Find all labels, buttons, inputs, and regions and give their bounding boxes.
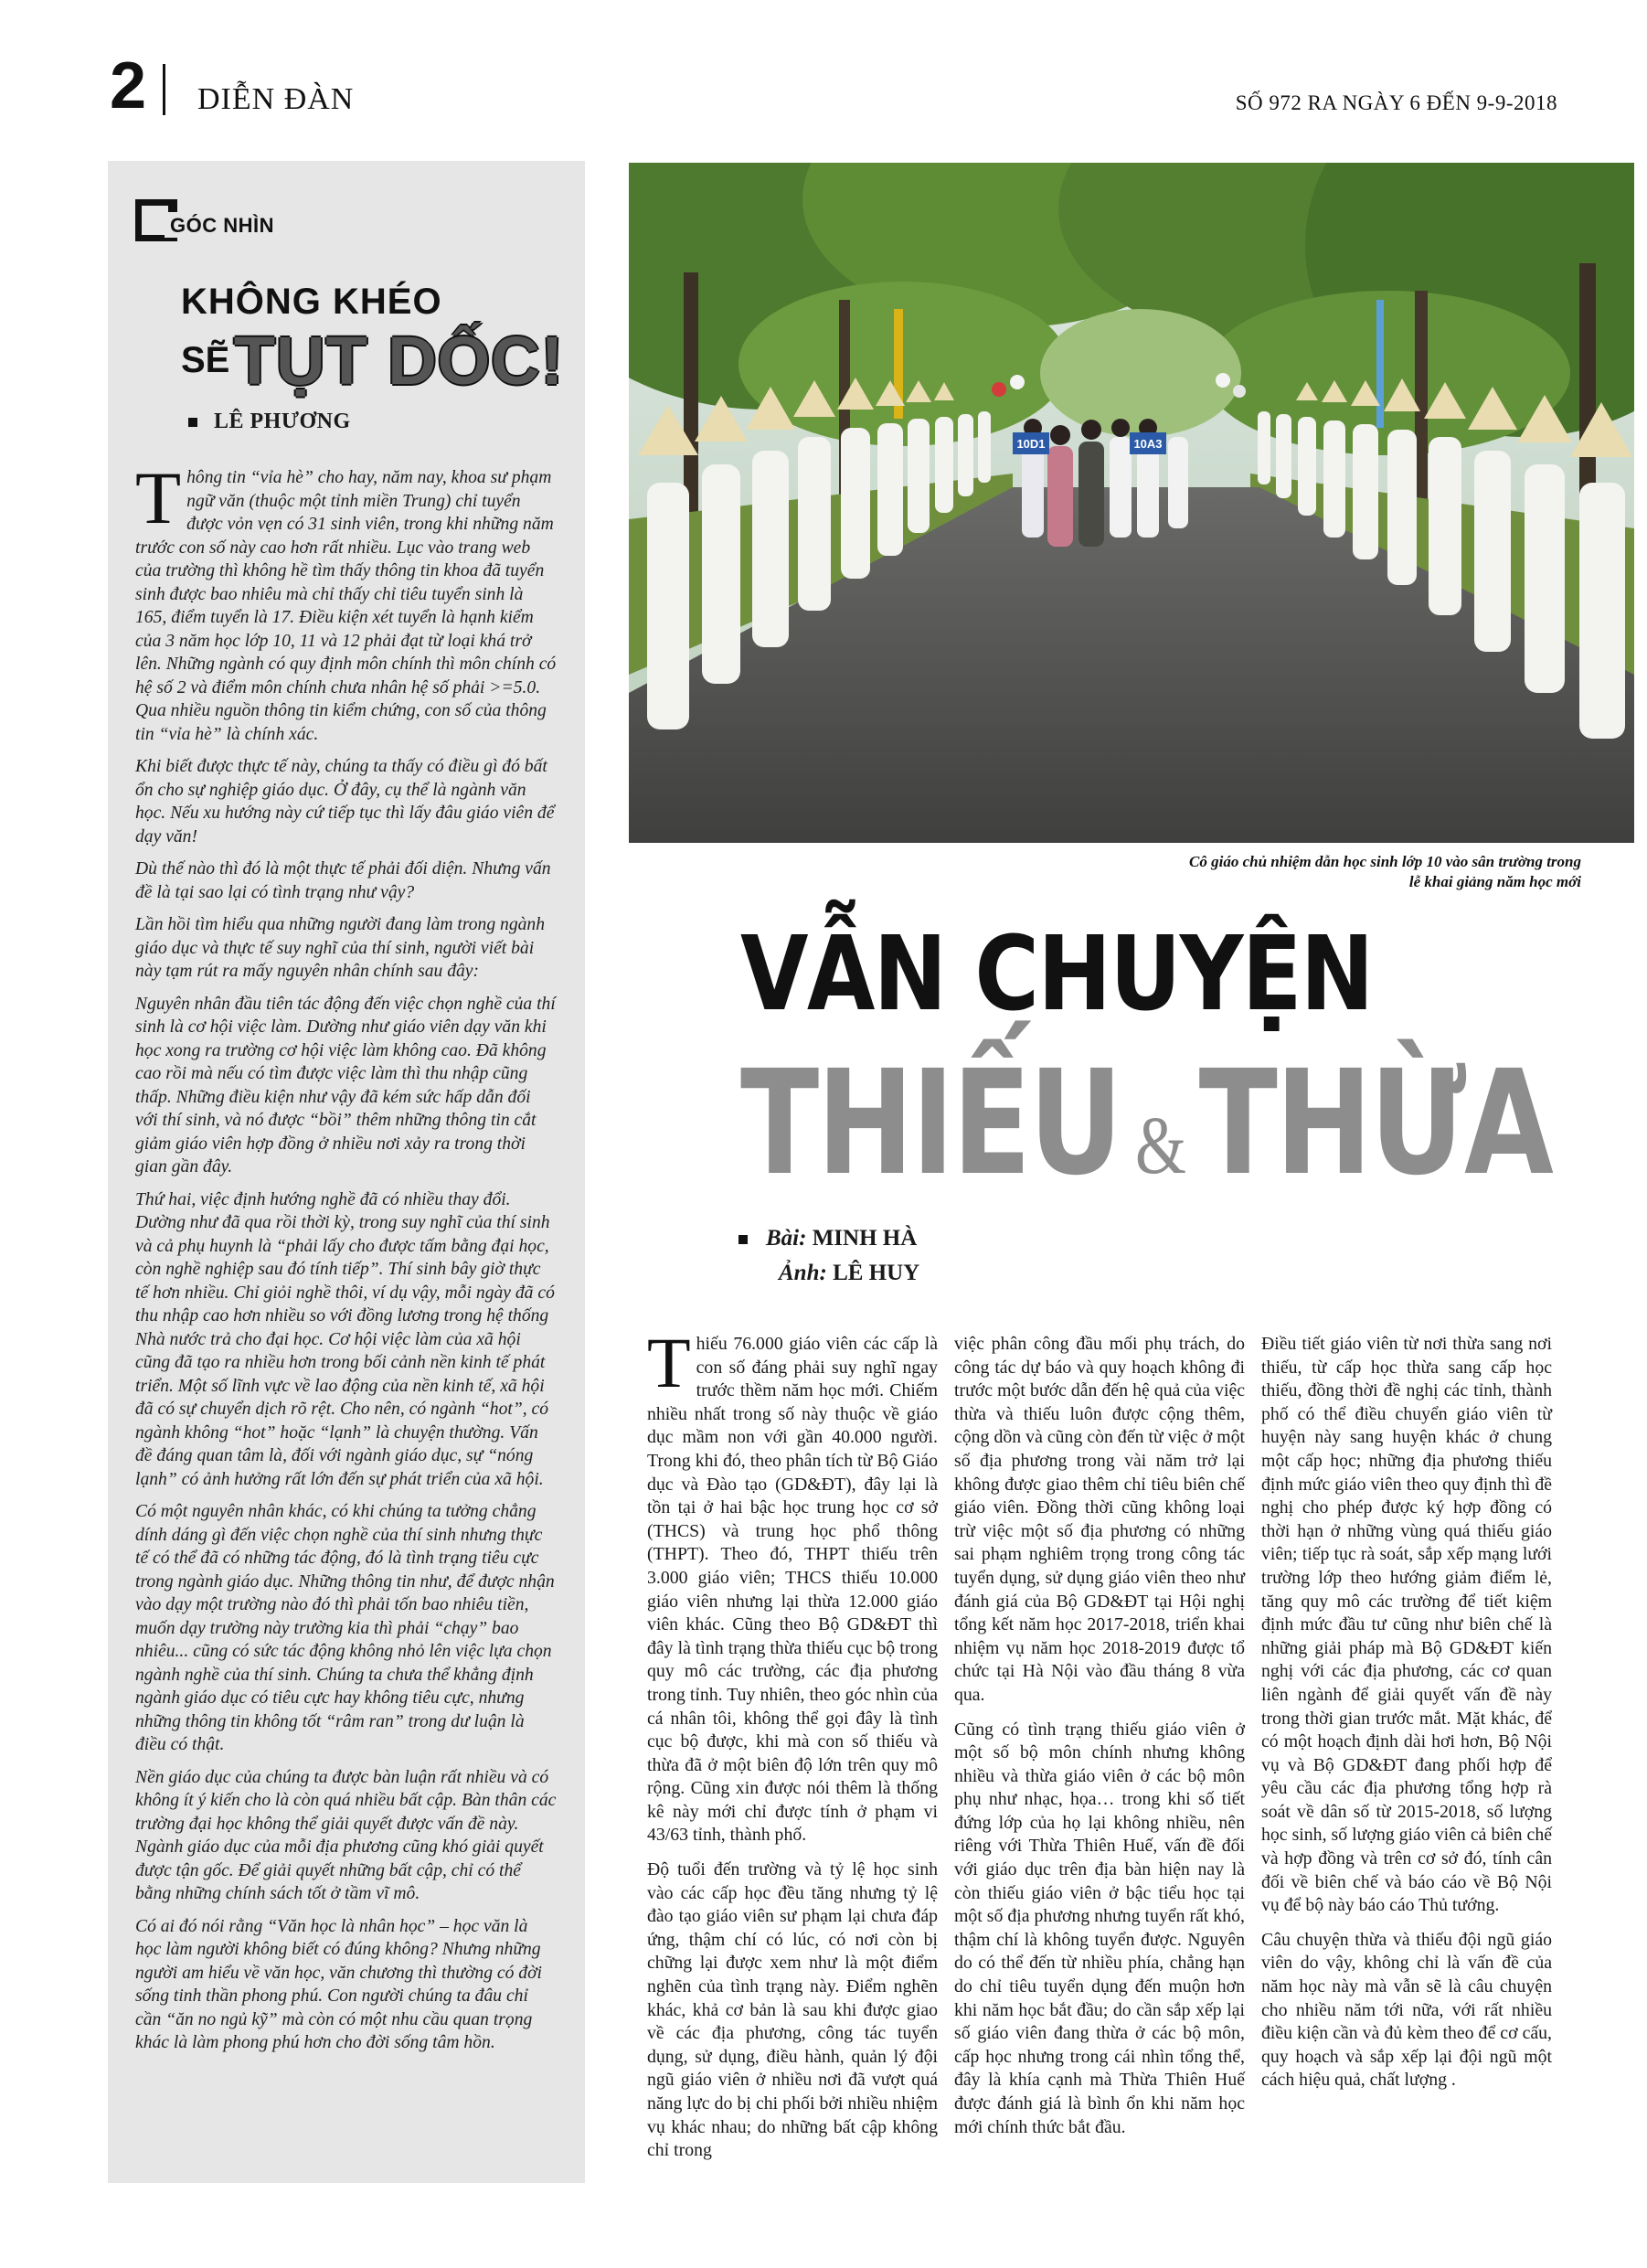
sidebar-body: [135, 456, 558, 2064]
article-paragraph: việc phân công đầu mối phụ trách, do công tác dự báo và quy hoạch không đi trước một bước dẫn đến hệ quả của việc thừa và thiếu luôn được cộng thêm, cộng dồn và cũng còn đến từ việc ở một số địa phương trong vài năm trở lại không được giao thêm chỉ tiêu biên chế giáo viên. Đồng thời cũng không loại trừ việc một số địa phương có những sai phạm nghiêm trọng trong công tác tuyển dụng, sử dụng giáo viên theo như đánh giá của Bộ GD&ĐT tại Hội nghị tổng kết năm học 2017-2018, triển khai nhiệm vụ năm học 2018-2019 được tổ chức tại Hà Nội vào đầu tháng 8 vừa qua.: [954, 1334, 1245, 1705]
sidebar-byline: [188, 410, 351, 434]
bullet-square-icon: [738, 1235, 748, 1244]
class-sign-2: 10A3: [1133, 437, 1163, 451]
sidebar-title-small: SẼ: [181, 340, 230, 380]
sidebar-dropcap: T: [135, 456, 182, 539]
article-byline: [738, 1221, 919, 1291]
bullet-square-icon: [188, 418, 197, 427]
sidebar-author: LÊ PHƯƠNG: [214, 410, 351, 433]
byline-photo-row: Ảnh: LÊ HUY: [779, 1261, 920, 1285]
header-divider: [163, 64, 165, 115]
sidebar-paragraph: Có một nguyên nhân khác, có khi chúng ta tưởng chẳng dính dáng gì đến việc chọn nghề của thí sinh nhưng thực tế có thể đã có những tác động, đó là tình trạng tiêu cực trong ngành giáo dục. Những thông tin như, để được nhận vào dạy một trường nào đó thì phải tốn bao nhiêu tiền, muốn dạy trường này trường kia thì phải “chạy” bao nhiêu... cũng có sức tác động không nhỏ lên việc lựa chọn ngành nghề của thí sinh. Chúng ta chưa thể khẳng định ngành giáo dục có tiêu cực hay không tiêu cực, nhưng những thông tin không tốt “râm ran” trong dư luận là điều có thật.: [135, 1502, 555, 1754]
sidebar-paragraph: Khi biết được thực tế này, chúng ta thấy có điều gì đó bất ổn cho sự nghiệp giáo dục. Ở đây, cụ thể là ngành văn học. Nếu xu hướng này cứ tiếp tục thì lấy đâu giáo viên để dạy văn!: [135, 757, 555, 847]
sidebar-title-big: TỤT DỐC!: [233, 323, 565, 399]
class-sign-1: 10D1: [1016, 437, 1046, 451]
title-word-thieu: THIẾU: [740, 1039, 1121, 1208]
sidebar-title-line1: KHÔNG KHÉO: [181, 282, 442, 322]
article-paragraph: Câu chuyện thừa và thiếu đội ngũ giáo viên do vậy, không chỉ là vấn đề của năm học này mà vẫn sẽ là câu chuyện cho nhiều năm tới nữa, với rất nhiều điều kiện cần và đủ kèm theo để cơ cấu, quy hoạch và sắp xếp lại đội ngũ một cách hiệu quả, chất lượng .: [1261, 1929, 1552, 2091]
sidebar-paragraph: Nền giáo dục của chúng ta được bàn luận rất nhiều và có không ít ý kiến cho là còn quá nhiều bất cập. Bàn thân các trường đại học không thể giải quyết được vấn đề này. Ngành giáo dục của mỗi địa phương cũng khó giải quyết được tận gốc. Để giải quyết những bất cập, chỉ có thể bằng những chính sách tốt ở tầm vĩ mô.: [135, 1767, 557, 1903]
sidebar-paragraph: Có ai đó nói rằng “Văn học là nhân học” – học văn là học làm người không biết có đúng không? Nhưng những người am hiểu về văn học, văn chương thì thường có đời sống tinh thần phong phú. Con người chúng ta đâu chỉ cần “ăn no ngủ kỹ” mà còn có một nhu cầu quan trọng khác là làm phong phú hơn cho đời sống tâm hồn.: [135, 1916, 542, 2052]
article-photo: [629, 163, 1634, 843]
photo-caption: Cô giáo chủ nhiệm dẫn học sinh lớp 10 vào sân trường trong lễ khai giảng năm học mới: [1189, 853, 1581, 890]
page-number: 2: [110, 49, 147, 122]
article-dropcap: T: [647, 1323, 691, 1402]
article-column-3: [1261, 1333, 1552, 2103]
article-paragraph: Thiếu 76.000 giáo viên các cấp là con số đáng phải suy nghĩ ngay trước thềm năm học mới. Chiếm nhiều nhất trong số này thuộc về giáo dục mầm non với gần 40.000 người. Trong khi đó, theo phân tích từ Bộ Giáo dục và Đào tạo (GD&ĐT), đây lại là tồn tại ở hai bậc học trung học cơ sở (THCS) và trung học phổ thông (THPT). Theo đó, THPT thiếu trên 3.000 giáo viên; THCS thiếu 10.000 giáo viên nhưng lại thừa 12.000 giáo viên khác. Cũng theo Bộ GD&ĐT thì đây là tình trạng thừa thiếu cục bộ trong quy mô các trường, các địa phương trong tỉnh. Tuy nhiên, theo góc nhìn của cá nhân tôi, không thể gọi đây là tình cục bộ được, khi mà con số thiếu và thừa đã ở một biên độ lớn trên quy mô rộng. Cũng xin được nói thêm là thống kê này mới chỉ được tính ở phạm vi 43/63 tỉnh, thành phố.: [647, 1323, 938, 1846]
sidebar-paragraph: Lần hồi tìm hiểu qua những người đang làm trong ngành giáo dục và thực tế suy nghĩ của thí sinh, người viết bài này tạm rút ra mấy nguyên nhân chính sau đây:: [135, 915, 546, 981]
article-paragraph: Cũng có tình trạng thiếu giáo viên ở một số bộ môn chính nhưng không nhiều và thừa giáo viên ở các bộ môn phụ như nhạc, họa… trong khi số tiết đứng lớp của họ lại không nhiều, nên riêng với Thừa Thiên Huế, vấn đề đối với giáo dục trên địa bàn hiện nay là còn thiếu giáo viên ở bậc tiểu học tại một số địa phương nhưng tuyển rất khó, thậm chí là không tuyển được. Nguyên do có thể đến từ nhiều phía, chẳng hạn do chỉ tiêu tuyển dụng đến muộn hơn khi năm học bắt đầu; do cần sắp xếp lại số giáo viên đang thừa ở các bộ môn, cấp học nhưng trong cái nhìn tổng thể, đây là khía cạnh mà Thừa Thiên Huế được đánh giá là bình ổn khi năm học mới chính thức bắt đầu.: [954, 1719, 1245, 2137]
sidebar-title-line2: [181, 322, 564, 399]
article-paragraph: Độ tuổi đến trường và tỷ lệ học sinh vào các cấp học đều tăng nhưng tỷ lệ đào tạo giáo viên sư phạm lại chưa đáp ứng, thậm chí có lúc, có nơi còn bị chững lại được xem như là một điểm nghẽn của tình trạng này. Điểm nghẽn khác, khả cơ bản là sau khi được giao về các địa phương, công tác tuyển dụng, sử dụng, điều hành, quản lý đội ngũ giáo viên ở nhiều nơi đã vượt quá năng lực do bị chi phối bởi nhiều nhiệm vụ khác nhau; do những bất cập không chỉ trong: [647, 1859, 938, 2161]
sidebar-paragraph: Dù thế nào thì đó là một thực tế phải đối diện. Nhưng vấn đề là tại sao lại có tình trạng như vậy?: [135, 859, 551, 902]
sidebar-paragraph: Thông tin “vỉa hè” cho hay, năm nay, khoa sư phạm ngữ văn (thuộc một tỉnh miền Trung) chỉ tuyển được vỏn vẹn có 31 sinh viên, trong khi những năm trước con số này cao hơn rất nhiều. Lục vào trang web của trường thì không hề tìm thấy thông tin khoa đã tuyển sinh được bao nhiêu mà chỉ thấy chỉ tiêu tuyển sinh là 165, điểm tuyển là 17. Điều kiện xét tuyển là hạnh kiểm của 3 năm học lớp 10, 11 và 12 phải đạt từ loại khá trở lên. Những ngành có quy định môn chính thì môn chính có hệ số 2 và điểm môn chính chưa nhân hệ số phải >=5.0. Qua nhiều nguồn thông tin kiểm chứng, con số của thông tin “vỉa hè” là chính xác.: [135, 456, 557, 744]
sidebar-label: GÓC NHÌN: [165, 214, 274, 238]
title-ampersand: &: [1135, 1101, 1185, 1191]
section-title: DIỄN ĐÀN: [197, 82, 355, 116]
article-column-1: [647, 1323, 938, 2174]
article-paragraph: Điều tiết giáo viên từ nơi thừa sang nơi thiếu, từ cấp học thừa sang cấp học thiếu, đồng thời đề nghị các tỉnh, thành phố có thể điều chuyển giáo viên từ huyện này sang huyện khác ở chung một cấp học; những địa phương thiếu định mức giáo viên theo quy định thì đề nghị cho phép được ký hợp đồng có thời hạn ở những vùng quá thiếu giáo viên; tiếp tục rà soát, sắp xếp mạng lưới trường lớp theo hướng giảm điểm lẻ, tăng quy mô các trường để tiết kiệm định mức đầu tư cũng như biên chế là những giải pháp mà Bộ GD&ĐT kiến nghị với các địa phương, các cơ quan liên ngành để giải quyết vấn đề này trong thời gian trước mắt. Mặt khác, để có một hoạch định dài hơi hơn, Bộ Nội vụ và Bộ GD&ĐT đang phối hợp để yêu cầu các địa phương tổng hợp rà soát về dân số từ 2015-2018, số lượng học sinh, số lượng giáo viên cả biên chế và hợp đồng và trên cơ sở đó, tính cân đối về biên chế và báo cáo về Bộ Nội vụ để bộ này báo cáo Thủ tướng.: [1261, 1334, 1552, 1916]
article-title-line1: VẪN CHUYỆN: [740, 915, 1373, 1034]
issue-date: SỐ 972 RA NGÀY 6 ĐẾN 9-9-2018: [1235, 91, 1557, 114]
sidebar-paragraph: Nguyên nhân đầu tiên tác động đến việc chọn nghề của thí sinh là cơ hội việc làm. Dường như giáo viên dạy văn khi học xong ra trường cơ hội việc làm không cao. Đã không cao rồi mà nếu có tìm được việc làm thì thu nhập cũng thấp. Những điều kiện như vậy đã kém sức hấp dẫn đối với thí sinh, và nó được “bồi” thêm những thông tin cắt giảm giáo viên hợp đồng ở nhiều nơi xảy ra trong thời gian gần đây.: [135, 994, 556, 1177]
byline-text-row: Bài: MINH HÀ: [738, 1221, 919, 1256]
article-title-line2: [740, 1039, 1552, 1208]
sidebar-paragraph: Thứ hai, việc định hướng nghề đã có nhiều thay đổi. Dường như đã qua rồi thời kỳ, trong suy nghĩ của thí sinh và cả phụ huynh là “phải lấy cho được tấm bằng đại học, còn nghề nghiệp sau đó tính tiếp”. Thí sinh bây giờ thực tế hơn nhiều. Chỉ giỏi nghề thôi, ví dụ vậy, mỗi ngày đã có thu nhập cao hơn nhiều so với đồng lương trong hệ thống Nhà nước trả cho đại học. Cơ hội việc làm của xã hội cũng đã tạo ra nhiều hơn trong bối cảnh nền kinh tế phát triển. Một số lĩnh vực về lao động của nền kinh tế, xã hội đã có sự chuyển dịch rõ rệt. Cho nên, có ngành “hot”, có ngành không “hot” hoặc “lạnh” là chuyện thường. Vấn đề đáng quan tâm là, đối với ngành giáo dục, sự “nóng lạnh” có ảnh hưởng rất lớn đến sự phát triển của xã hội.: [135, 1189, 555, 1489]
sidebar-opinion: [108, 161, 585, 2183]
title-word-thua: THỪA: [1198, 1039, 1552, 1208]
article-column-2: [954, 1333, 1245, 2150]
